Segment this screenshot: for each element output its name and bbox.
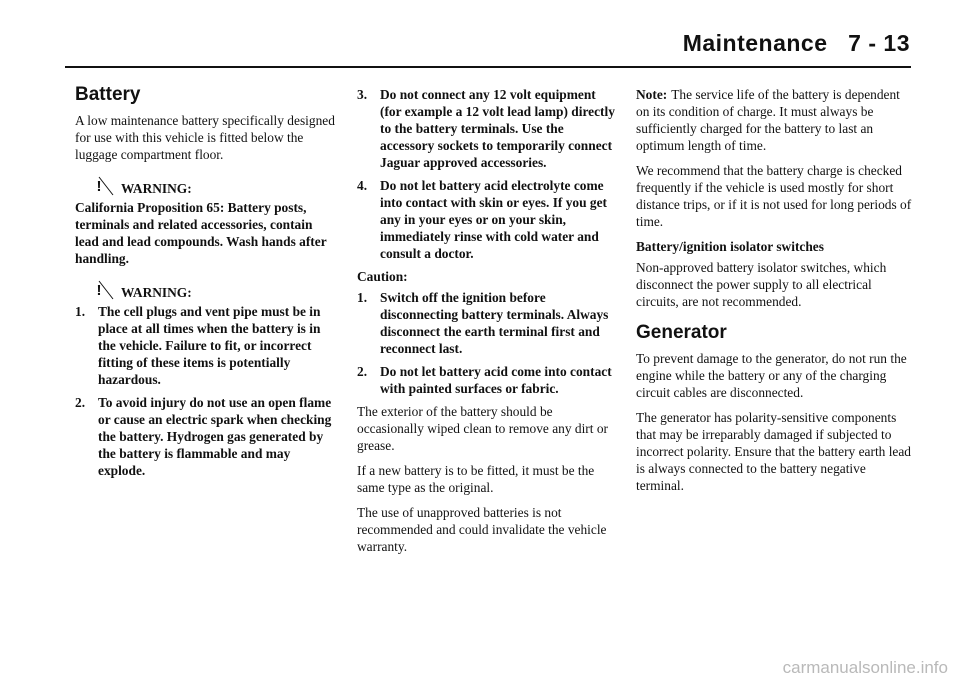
header-divider bbox=[65, 66, 911, 68]
warning-list-2 bbox=[75, 303, 337, 479]
isolator-switches-subheading: Battery/ignition isolator switches bbox=[636, 239, 824, 254]
warning-header-1 bbox=[75, 175, 337, 197]
warning-block-2 bbox=[75, 279, 337, 479]
warning-label-2: WARNING: bbox=[121, 285, 192, 300]
column-3 bbox=[636, 86, 912, 502]
generator-polarity-paragraph: The generator has polarity-sensitive components that may be irreparably damaged if subjected to incorrect polarity. Ensure that the battery earth lead is always connected to the battery negative terminal. bbox=[636, 410, 912, 493]
list-item: 3. Do not connect any 12 volt equipment (for example a 12 volt lead lamp) directly to the battery terminals. Use the accessory sockets to temporarily connect Jaguar approved accessories. bbox=[357, 87, 615, 170]
list-item: 2. To avoid injury do not use an open flame or cause an electric spark when checking the battery. Hydrogen gas generated by the battery is flammable and may explode. bbox=[75, 395, 332, 478]
section-heading-battery: Battery bbox=[75, 84, 141, 105]
list-item: 4. Do not let battery acid electrolyte come into contact with skin or eyes. If you get any in your eyes or on your skin, immediately rinse with cold water and consult a doctor. bbox=[357, 178, 608, 261]
warning-triangle-icon bbox=[85, 175, 115, 197]
list-item: 2. Do not let battery acid come into contact with painted surfaces or fabric. bbox=[357, 364, 612, 396]
list-item: 1. Switch off the ignition before disconnecting battery terminals. Always disconnect the earth terminal first and reconnect last. bbox=[357, 290, 609, 356]
column-2 bbox=[357, 86, 619, 563]
warning-header-2 bbox=[75, 279, 337, 301]
column-1 bbox=[75, 86, 337, 485]
isolator-switches-paragraph: Non-approved battery isolator switches, which disconnect the power supply to all electrical circuits, are not recommended. bbox=[636, 260, 887, 309]
service-life-note bbox=[636, 86, 912, 154]
caution-label: Caution: bbox=[357, 269, 408, 284]
note-text: The service life of the battery is dependent on its condition of charge. It must always be sufficiently charged for the battery to last an optimum length of time. bbox=[636, 87, 900, 153]
page-header-title: Maintenance 7 - 13 bbox=[682, 30, 910, 56]
warning-block-1 bbox=[75, 175, 337, 267]
note-label: Note: bbox=[636, 87, 668, 102]
warning-list-continued bbox=[357, 86, 619, 262]
charge-check-paragraph: We recommend that the battery charge is checked frequently if the vehicle is used mostly for short distance trips, or if it is not used for long periods of time. bbox=[636, 163, 912, 229]
watermark-text: carmanualsonline.info bbox=[782, 658, 948, 677]
unapproved-batteries-paragraph: The use of unapproved batteries is not recommended and could invalidate the vehicle warranty. bbox=[357, 505, 607, 554]
warning-label-1: WARNING: bbox=[121, 181, 192, 196]
warning-text-1: California Proposition 65: Battery posts, terminals and related accessories, contain lead and lead compounds. Wash hands after handling. bbox=[75, 200, 327, 266]
list-item: 1. The cell plugs and vent pipe must be in place at all times when the battery is in the vehicle. Failure to fit, or incorrect fitting of these items is potentially hazardous. bbox=[75, 304, 321, 387]
warning-triangle-icon bbox=[85, 279, 115, 301]
section-heading-generator: Generator bbox=[636, 322, 727, 343]
battery-intro: A low maintenance battery specifically designed for use with this vehicle is fitted below the luggage compartment floor. bbox=[75, 113, 335, 162]
caution-list bbox=[357, 289, 619, 397]
new-battery-paragraph: If a new battery is to be fitted, it must be the same type as the original. bbox=[357, 463, 595, 495]
battery-exterior-paragraph: The exterior of the battery should be occasionally wiped clean to remove any dirt or grease. bbox=[357, 404, 608, 453]
svg-text:!: ! bbox=[96, 178, 102, 195]
generator-damage-paragraph: To prevent damage to the generator, do not run the engine while the battery or any of the charging circuit cables are disconnected. bbox=[636, 351, 907, 400]
svg-text:!: ! bbox=[96, 282, 102, 299]
